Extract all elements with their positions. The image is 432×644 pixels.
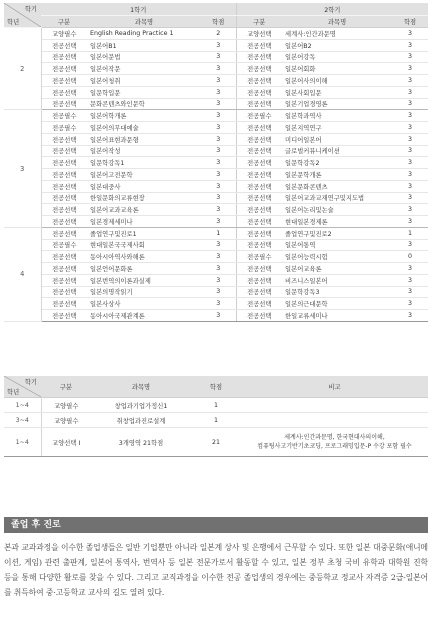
term1-category: 전공필수 [41, 110, 87, 122]
term-label: 학기 [24, 6, 37, 13]
year-cell: 1~4 [4, 398, 41, 413]
term2-course: 일본사회입문 [282, 86, 392, 98]
term2-category: 전공선택 [236, 310, 282, 322]
year-label: 학년 [7, 19, 20, 26]
table-row [4, 157, 428, 169]
table-row [4, 251, 428, 263]
year-cell: 4 [4, 227, 41, 321]
term1-credit: 3 [201, 63, 236, 75]
term1-category: 전공선택 [41, 274, 87, 286]
term1-category: 전공선택 [41, 227, 87, 239]
term2-course: 글로벌커뮤니케이션 [282, 145, 392, 157]
term2-credit: 3 [392, 75, 428, 87]
term2-credit: 3 [392, 239, 428, 251]
table-row [4, 75, 428, 87]
term2-course: 한일교류세미나 [282, 310, 392, 322]
course-cell: 취창업과진로설계 [91, 413, 191, 428]
table-row [4, 180, 428, 192]
term2-course: 일문학강독3 [282, 286, 392, 298]
term2-credit: 3 [392, 63, 428, 75]
term1-category: 전공선택 [41, 263, 87, 275]
term1-category: 전공선택 [41, 180, 87, 192]
table-row [4, 133, 428, 145]
term1-course: 일본어의무대예술 [87, 122, 201, 134]
term2-course: 일본어논리및논술 [282, 204, 392, 216]
term1-course: 한일문화의교류현장 [87, 192, 201, 204]
term2-category: 전공선택 [236, 75, 282, 87]
term2-course: 일본기업경영론 [282, 98, 392, 110]
table-row [4, 239, 428, 251]
gen-col-note: 비고 [241, 376, 428, 398]
term1-credit: 3 [201, 75, 236, 87]
table-row [4, 122, 428, 134]
term1-category: 전공선택 [41, 310, 87, 322]
term1-category: 전공선택 [41, 86, 87, 98]
col-credit-2: 학점 [392, 16, 428, 28]
gen-year-term-header [4, 376, 41, 398]
table-row [4, 98, 428, 110]
gen-year-label: 학년 [7, 389, 20, 396]
table-row [4, 398, 428, 413]
term1-credit: 3 [201, 110, 236, 122]
note-line: 컴퓨팅사고기반기초코딩, 프로그래밍입문-P 수강 포함 필수 [257, 443, 412, 450]
term1-credit: 3 [201, 216, 236, 228]
term1-course: 일본언어문화론 [87, 263, 201, 275]
term2-credit: 3 [392, 180, 428, 192]
col-course-1: 과목명 [87, 16, 201, 28]
term1-credit: 3 [201, 298, 236, 310]
year-cell: 3~4 [4, 413, 41, 428]
term1-category: 전공선택 [41, 251, 87, 263]
term2-category: 전공선택 [236, 133, 282, 145]
note-cell [241, 398, 428, 413]
gen-col-category: 구분 [41, 376, 91, 398]
table-row [4, 110, 428, 122]
term2-category: 전공선택 [236, 216, 282, 228]
term2-category: 전공필수 [236, 110, 282, 122]
term1-category: 전공선택 [41, 157, 87, 169]
term1-credit: 3 [201, 86, 236, 98]
table-row [4, 310, 428, 322]
term1-course: 현대일본국국제사회 [87, 239, 201, 251]
term2-credit: 3 [392, 145, 428, 157]
term1-credit: 3 [201, 239, 236, 251]
gen-col-credit: 학점 [191, 376, 241, 398]
term2-course: 일본어통역 [282, 239, 392, 251]
term1-credit: 3 [201, 169, 236, 181]
term2-course: 졸업연구및진로2 [282, 227, 392, 239]
term1-course: 일본어문법 [87, 51, 201, 63]
term1-category: 전공선택 [41, 75, 87, 87]
term1-credit: 3 [201, 145, 236, 157]
term1-course: 일본어학개론 [87, 110, 201, 122]
term2-category: 전공선택 [236, 86, 282, 98]
term1-course: 문화콘텐츠와인문학 [87, 98, 201, 110]
term2-category: 전공선택 [236, 39, 282, 51]
table-row [4, 169, 428, 181]
term2-credit: 3 [392, 28, 428, 40]
term1-course: 일본사상사 [87, 298, 201, 310]
term2-credit: 3 [392, 274, 428, 286]
term2-course: 미디어일본어 [282, 133, 392, 145]
career-section-title: 졸업 후 진로 [4, 517, 428, 533]
term1-credit: 3 [201, 263, 236, 275]
term1-category: 전공필수 [41, 239, 87, 251]
term1-course: English Reading Practice 1 [87, 28, 201, 40]
term2-category: 전공선택 [236, 157, 282, 169]
term2-header: 2학기 [236, 3, 428, 16]
table-row [4, 63, 428, 75]
term1-category: 전공필수 [41, 122, 87, 134]
table-row [4, 28, 428, 40]
term1-credit: 3 [201, 251, 236, 263]
year-cell: 1~4 [4, 428, 41, 457]
term2-course: 일본어능력시험 [282, 251, 392, 263]
term2-course: 비즈니스일본어 [282, 274, 392, 286]
term2-course: 일본문학개론 [282, 169, 392, 181]
term2-category: 교양선택 [236, 28, 282, 40]
year-cell: 2 [4, 28, 41, 110]
term2-credit: 3 [392, 98, 428, 110]
table-row [4, 204, 428, 216]
term2-category: 전공선택 [236, 169, 282, 181]
table-row [4, 274, 428, 286]
term2-credit: 3 [392, 298, 428, 310]
term1-credit: 3 [201, 122, 236, 134]
course-cell: 창업과기업가정신1 [91, 398, 191, 413]
table-row [4, 227, 428, 239]
credit-cell: 1 [191, 413, 241, 428]
term2-credit: 3 [392, 263, 428, 275]
table-row [4, 192, 428, 204]
term1-course: 일문학입문 [87, 86, 201, 98]
term1-category: 전공선택 [41, 286, 87, 298]
term1-course: 동아시아국제관계론 [87, 310, 201, 322]
term2-course: 일본어회화 [282, 63, 392, 75]
term1-course: 일본어교과교육론 [87, 204, 201, 216]
term1-category: 전공선택 [41, 39, 87, 51]
term1-credit: 3 [201, 274, 236, 286]
table-row [4, 216, 428, 228]
term1-credit: 1 [201, 227, 236, 239]
term1-course: 일본경제세미나 [87, 216, 201, 228]
term2-course: 일본어강독 [282, 51, 392, 63]
term1-header: 1학기 [41, 3, 236, 16]
table-row [4, 263, 428, 275]
year-term-header [4, 3, 41, 28]
table-row [4, 298, 428, 310]
table-row [4, 428, 428, 457]
note-cell [241, 413, 428, 428]
term1-course: 일본대중사 [87, 180, 201, 192]
category-cell: 교양필수 [41, 413, 91, 428]
term1-category: 전공선택 [41, 204, 87, 216]
table-row [4, 286, 428, 298]
term1-category: 전공선택 [41, 298, 87, 310]
gen-col-course: 과목명 [91, 376, 191, 398]
career-paragraph: 본과 교과과정을 이수한 졸업생들은 일반 기업뿐만 아니라 일본계 상사 및 은행에서 근무할 수 있다. 또한 일본 대중문화(애니메이션, 게임) 관련 출판계, 일본어 통역사, 번역사 등 일본 전문가로서 활동할 수 있고, 일본 정부 초청 국비 유학과 대학원 진학 등을 통해 다양한 활로를 찾을 수 있다. 그리고 교직과정을 이수한 전공 졸업생의 경우에는 중등학교 정교사 자격증 2급-일본어를 취득하여 중·고등학교 교사의 길도 열려 있다. [4, 543, 428, 597]
term1-credit: 3 [201, 286, 236, 298]
term2-category: 전공선택 [236, 204, 282, 216]
term2-category: 전공선택 [236, 192, 282, 204]
term1-course: 일본어표현과문형 [87, 133, 201, 145]
term2-category: 전공선택 [236, 263, 282, 275]
term2-credit: 3 [392, 169, 428, 181]
term2-credit: 3 [392, 286, 428, 298]
course-cell: 3개영역 21학점 [91, 428, 191, 457]
note-cell [241, 428, 428, 457]
table-row [4, 145, 428, 157]
term2-course: 일문학강독2 [282, 157, 392, 169]
term2-course: 현대일본경제론 [282, 216, 392, 228]
term1-credit: 3 [201, 204, 236, 216]
term1-category: 전공선택 [41, 51, 87, 63]
term1-course: 졸업연구및진로1 [87, 227, 201, 239]
credit-cell: 1 [191, 398, 241, 413]
category-cell: 교양선택 I [41, 428, 91, 457]
term2-credit: 3 [392, 157, 428, 169]
term2-course: 일본어교과교재연구및지도법 [282, 192, 392, 204]
term2-course: 일본어교육론 [282, 263, 392, 275]
term1-course: 일본어작성 [87, 145, 201, 157]
table-row [4, 413, 428, 428]
career-section-body [4, 540, 428, 600]
term1-category: 전공선택 [41, 216, 87, 228]
term2-category: 전공선택 [236, 274, 282, 286]
term1-category: 전공선택 [41, 98, 87, 110]
term2-category: 전공선택 [236, 63, 282, 75]
term1-course: 일본어B1 [87, 39, 201, 51]
year-cell: 3 [4, 110, 41, 228]
term2-credit: 3 [392, 51, 428, 63]
term2-course: 일본어B2 [282, 39, 392, 51]
term1-course: 일본어고전문학 [87, 169, 201, 181]
credit-cell: 21 [191, 428, 241, 457]
term2-credit: 3 [392, 310, 428, 322]
term1-credit: 3 [201, 192, 236, 204]
term2-credit: 3 [392, 133, 428, 145]
term1-course: 일본번역의이론과실제 [87, 274, 201, 286]
term1-category: 전공선택 [41, 133, 87, 145]
term1-category: 전공선택 [41, 192, 87, 204]
term2-category: 전공선택 [236, 286, 282, 298]
term2-credit: 0 [392, 251, 428, 263]
term1-course: 일본어작문 [87, 63, 201, 75]
term2-category: 전공선택 [236, 239, 282, 251]
term2-category: 전공필수 [236, 251, 282, 263]
term2-credit: 3 [392, 192, 428, 204]
col-category-2: 구분 [236, 16, 282, 28]
gen-term-label: 학기 [24, 379, 37, 386]
term2-credit: 3 [392, 216, 428, 228]
term1-credit: 2 [201, 28, 236, 40]
term2-course: 일본문화콘텐츠 [282, 180, 392, 192]
term1-credit: 3 [201, 157, 236, 169]
term1-credit: 3 [201, 310, 236, 322]
curriculum-table [4, 3, 428, 322]
term1-course: 일본어청취 [87, 75, 201, 87]
term2-course: 일본학과역사 [282, 110, 392, 122]
term2-credit: 3 [392, 204, 428, 216]
term2-category: 전공선택 [236, 51, 282, 63]
term2-course: 일본지역연구 [282, 122, 392, 134]
term2-credit: 3 [392, 122, 428, 134]
note-line: 세계사:인간과문명, 한국현대사의이해, [284, 434, 385, 441]
table-row [4, 86, 428, 98]
term1-category: 전공선택 [41, 169, 87, 181]
term2-category: 전공선택 [236, 227, 282, 239]
general-education-table [4, 376, 428, 457]
term1-category: 교양필수 [41, 28, 87, 40]
term1-credit: 3 [201, 51, 236, 63]
term2-course: 일본어사의이해 [282, 75, 392, 87]
col-course-2: 과목명 [282, 16, 392, 28]
term2-category: 전공선택 [236, 98, 282, 110]
term2-credit: 3 [392, 86, 428, 98]
term1-credit: 3 [201, 180, 236, 192]
category-cell: 교양필수 [41, 398, 91, 413]
term2-category: 전공선택 [236, 122, 282, 134]
table-row [4, 51, 428, 63]
col-credit-1: 학점 [201, 16, 236, 28]
term2-credit: 3 [392, 110, 428, 122]
term1-course: 일문학강독1 [87, 157, 201, 169]
term2-category: 전공선택 [236, 298, 282, 310]
term1-category: 전공선택 [41, 63, 87, 75]
term2-course: 세계사:인간과문명 [282, 28, 392, 40]
term2-credit: 3 [392, 39, 428, 51]
term1-category: 전공선택 [41, 145, 87, 157]
term1-credit: 3 [201, 98, 236, 110]
term2-course: 일본의근대문학 [282, 298, 392, 310]
table-row [4, 39, 428, 51]
term1-course: 동아시아역사와해론 [87, 251, 201, 263]
term1-course: 일본의명작읽기 [87, 286, 201, 298]
col-category-1: 구분 [41, 16, 87, 28]
term1-credit: 3 [201, 39, 236, 51]
term2-credit: 1 [392, 227, 428, 239]
term2-category: 전공선택 [236, 145, 282, 157]
term1-credit: 3 [201, 133, 236, 145]
term2-category: 전공선택 [236, 180, 282, 192]
